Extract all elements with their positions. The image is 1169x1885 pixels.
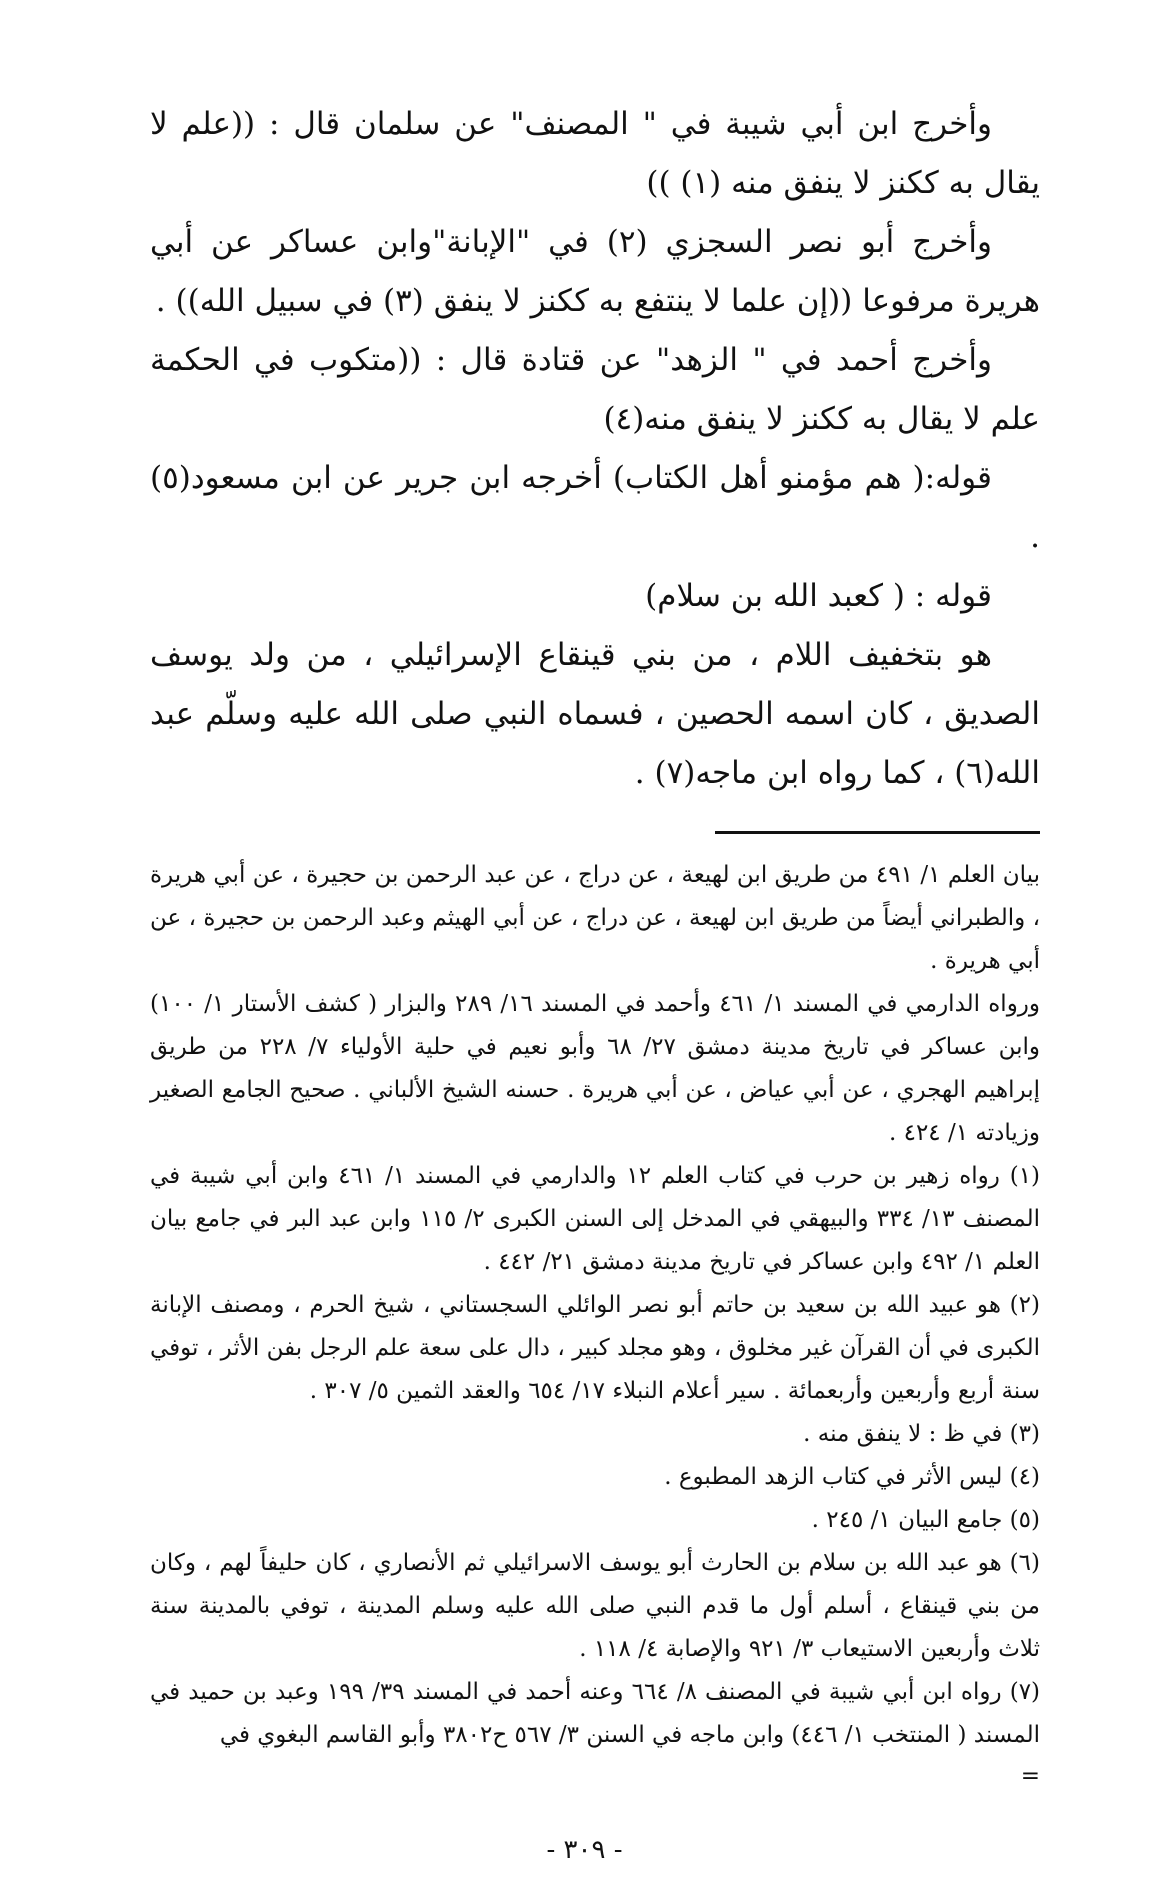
footnotes	[150, 854, 1040, 1757]
main-paragraph: قوله : ( كعبد الله بن سلام)	[645, 578, 992, 614]
main-paragraph: قوله:( هم مؤمنو أهل الكتاب) أخرجه ابن جرير عن ابن مسعود(٥) .	[150, 460, 1040, 555]
document-page	[150, 95, 1040, 1865]
continuation-mark: =	[1020, 1763, 1040, 1789]
footnote-2: (٢) هو عبيد الله بن سعيد بن حاتم أبو نصر الوائلي السجستاني ، شيخ الحرم ، ومصنف الإبانة الكبرى في أن القرآن غير مخلوق ، وهو مجلد كبير ، دال على سعة علم الرجل بفن الأثر ، توفي سنة أربع وأربعين وأربعمائة . سير أعلام النبلاء ١٧/ ٦٥٤ والعقد الثمين ٥/ ٣٠٧ .	[150, 1292, 1040, 1404]
footnote-3: (٣) في ظ : لا ينفق منه .	[803, 1421, 1040, 1447]
main-paragraph: وأخرج أحمد في " الزهد" عن قتادة قال : ((متكوب في الحكمة علم لا يقال به ككنز لا ينفق منه(٤)	[150, 342, 1040, 437]
footnote-6: (٦) هو عبد الله بن سلام بن الحارث أبو يوسف الاسرائيلي ثم الأنصاري ، كان حليفاً لهم ، وكان من بني قينقاع ، أسلم أول ما قدم النبي صلى الله عليه وسلم المدينة ، توفي بالمدينة سنة ثلاث وأربعين الاستيعاب ٣/ ٩٢١ والإصابة ٤/ ١١٨ .	[150, 1550, 1040, 1662]
footnote-continuation: بيان العلم ١/ ٤٩١ من طريق ابن لهيعة ، عن دراج ، عن عبد الرحمن بن حجيرة ، عن أبي هريرة ، والطبراني أيضاً من طريق ابن لهيعة ، عن دراج ، عن أبي الهيثم وعبد الرحمن بن حجيرة ، عن أبي هريرة .	[150, 862, 1041, 974]
main-paragraph: وأخرج أبو نصر السجزي (٢) في "الإبانة"وابن عساكر عن أبي هريرة مرفوعا ((إن علما لا ينتفع به ككنز لا ينفق (٣) في سبيل الله)) .	[150, 224, 1040, 319]
main-paragraph: وأخرج ابن أبي شيبة في " المصنف" عن سلمان قال : ((علم لا يقال به ككنز لا ينفق منه (١) ))	[150, 106, 1040, 201]
main-text	[150, 95, 1040, 803]
footnote-1: (١) رواه زهير بن حرب في كتاب العلم ١٢ والدارمي في المسند ١/ ٤٦١ وابن أبي شيبة في المصنف ١٣/ ٣٣٤ والبيهقي في المدخل إلى السنن الكبرى ٢/ ١١٥ وابن عبد البر في جامع بيان العلم ١/ ٤٩٢ وابن عساكر في تاريخ مدينة دمشق ٢١/ ٤٤٢ .	[150, 1163, 1041, 1275]
footnote-5: (٥) جامع البيان ١/ ٢٤٥ .	[811, 1507, 1040, 1533]
footnote-7: (٧) رواه ابن أبي شيبة في المصنف ٨/ ٦٦٤ وعنه أحمد في المسند ٣٩/ ١٩٩ وعبد بن حميد في المسند ( المنتخب ١/ ٤٤٦) وابن ماجه في السنن ٣/ ٥٦٧ ح٣٨٠٢ وأبو القاسم البغوي في	[150, 1679, 1041, 1748]
main-paragraph: هو بتخفيف اللام ، من بني قينقاع الإسرائيلي ، من ولد يوسف الصديق ، كان اسمه الحصين ، فسماه النبي صلى الله عليه وسلّم عبد الله(٦) ، كما رواه ابن ماجه(٧) .	[150, 637, 1040, 791]
footnote-4: (٤) ليس الأثر في كتاب الزهد المطبوع .	[664, 1464, 1040, 1490]
footnote-separator	[715, 831, 1040, 834]
footnote-continuation: ورواه الدارمي في المسند ١/ ٤٦١ وأحمد في المسند ١٦/ ٢٨٩ والبزار ( كشف الأستار ١/ ١٠٠) وابن عساكر في تاريخ مدينة دمشق ٢٧/ ٦٨ وأبو نعيم في حلية الأولياء ٧/ ٢٢٨ من طريق إبراهيم الهجري ، عن أبي عياض ، عن أبي هريرة . حسنه الشيخ الألباني . صحيح الجامع الصغير وزيادته ١/ ٤٢٤ .	[150, 991, 1041, 1146]
page-number: - ٣٠٩ -	[546, 1835, 623, 1865]
